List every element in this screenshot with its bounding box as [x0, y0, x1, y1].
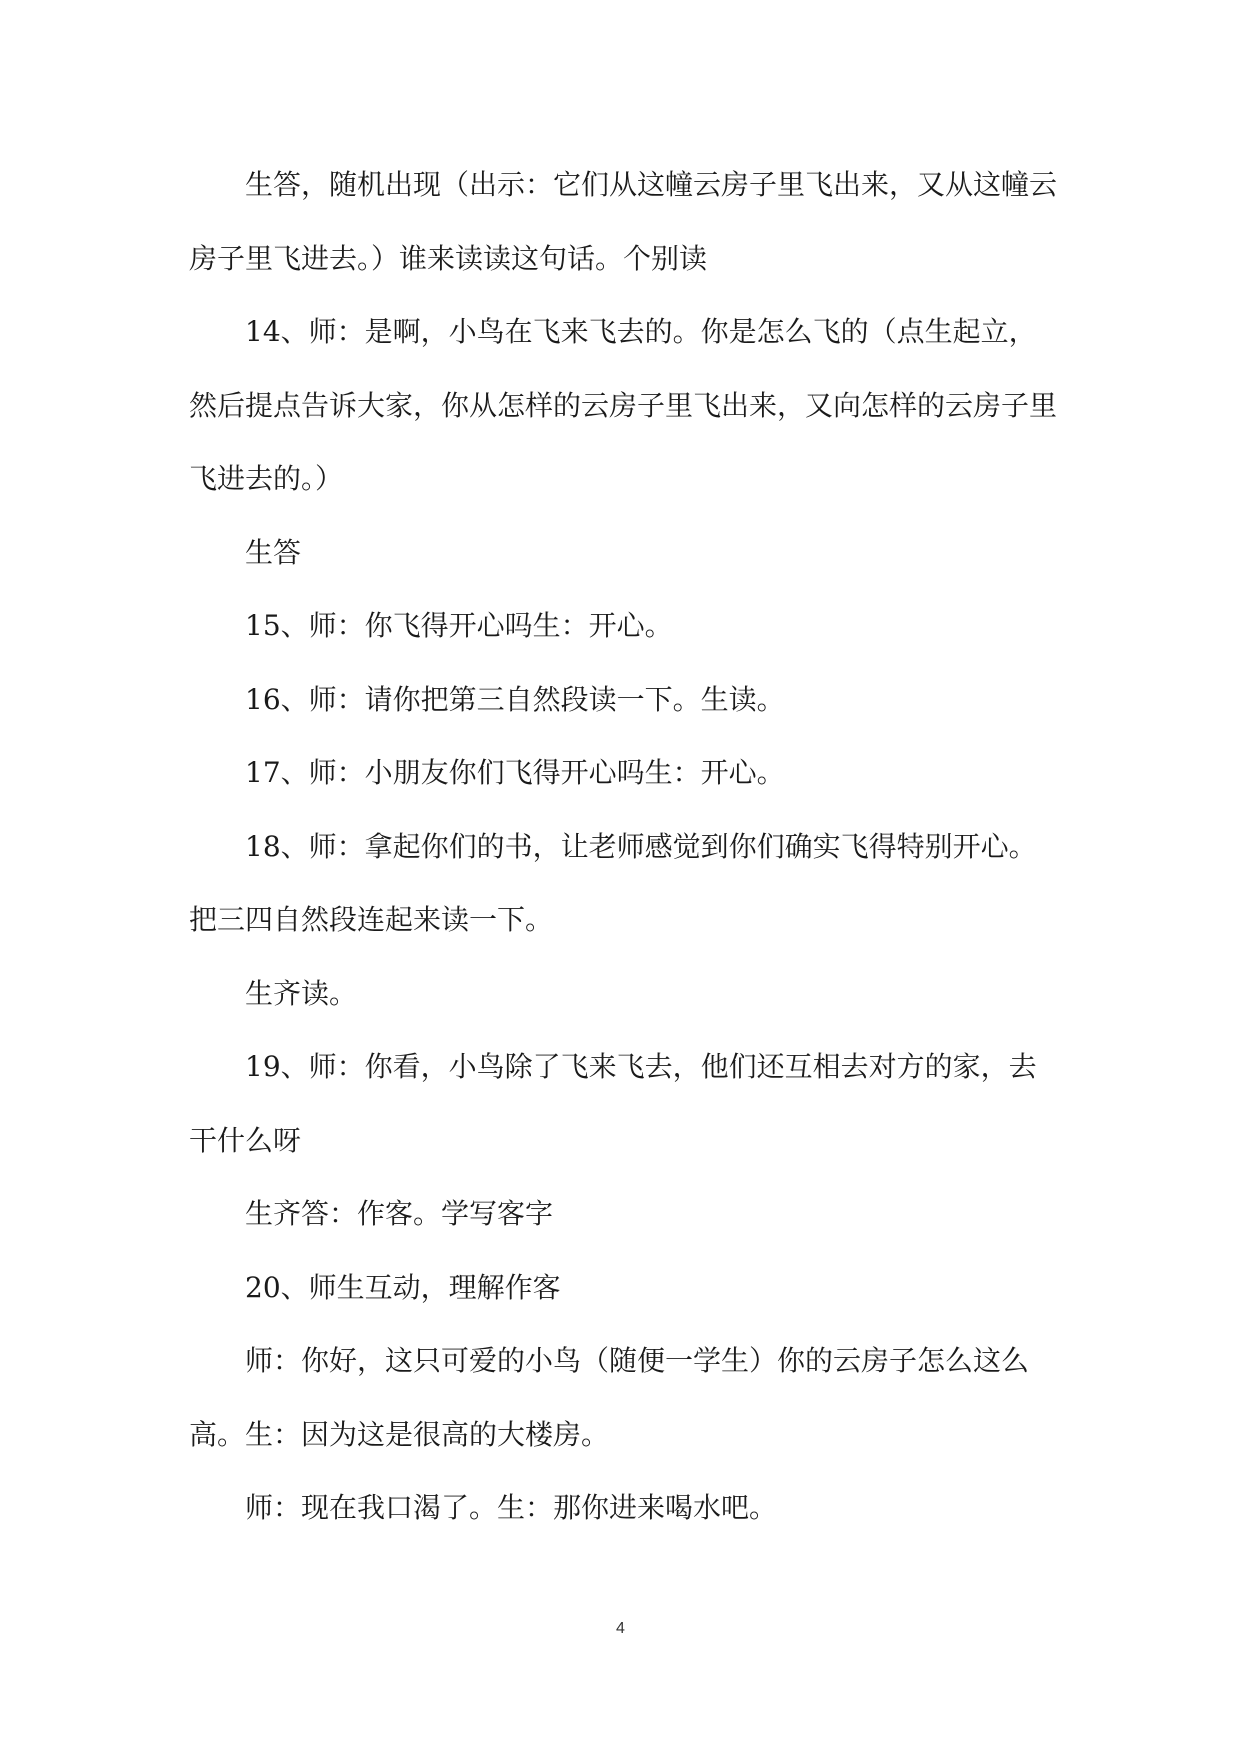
document-body	[189, 148, 1059, 1545]
paragraph: 生答	[245, 535, 302, 569]
paragraph: 14、师：是啊，小鸟在飞来飞去的。你是怎么飞的（点生起立，然后提点告诉大家，你从怎样的云房子里飞出来，又向怎样的云房子里飞进去的。）	[189, 315, 1058, 495]
paragraph: 师：你好，这只可爱的小鸟（随便一学生）你的云房子怎么这么高。生：因为这是很高的大楼房。	[189, 1344, 1030, 1451]
paragraph: 师：现在我口渴了。生：那你进来喝水吧。	[245, 1491, 778, 1524]
paragraph: 15、师：你飞得开心吗生：开心。	[245, 609, 673, 642]
paragraph: 19、师：你看，小鸟除了飞来飞去，他们还互相去对方的家，去干什么呀	[189, 1050, 1037, 1157]
paragraph: 生齐读。	[245, 976, 358, 1010]
paragraph: 17、师：小朋友你们飞得开心吗生：开心。	[245, 756, 785, 789]
paragraph: 20、师生互动，理解作客	[245, 1270, 561, 1304]
paragraph: 生齐答：作客。学写客字	[245, 1197, 554, 1230]
paragraph: 生答，随机出现（出示：它们从这幢云房子里飞出来，又从这幢云房子里飞进去。）谁来读读这句话。个别读	[189, 168, 1058, 275]
paragraph: 18、师：拿起你们的书，让老师感觉到你们确实飞得特别开心。把三四自然段连起来读一下。	[189, 829, 1037, 936]
paragraph: 16、师：请你把第三自然段读一下。生读。	[245, 682, 785, 716]
page-number: 4	[616, 1620, 625, 1637]
